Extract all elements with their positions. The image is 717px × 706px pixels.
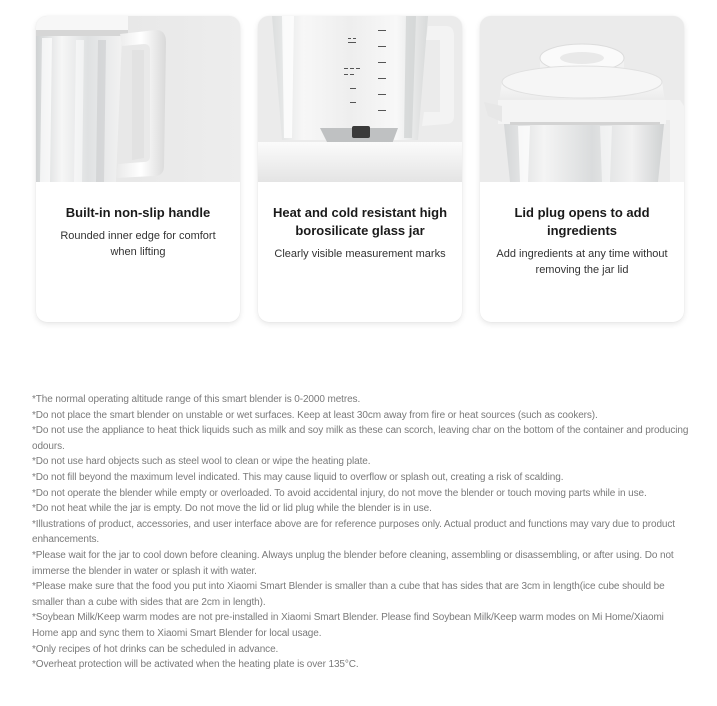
note-max-level: *Do not fill beyond the maximum level indicated. This may cause liquid to overflow or splash out, creating a risk of scalding. <box>32 471 564 483</box>
feature-card-handle <box>36 16 240 322</box>
note-hard-objects: *Do not use hard objects such as steel wool to clean or wipe the heating plate. <box>32 456 371 468</box>
feature-card-glass-jar <box>258 16 462 322</box>
card-description: Clearly visible measurement marks <box>274 248 446 260</box>
card-title: Built-in non-slip handle <box>65 205 211 220</box>
card-title: Heat and cold resistant high borosilicate glass jar <box>272 205 448 238</box>
note-empty-jar: *Do not heat while the jar is empty. Do not move the lid or lid plug while the blender is in use. <box>32 503 432 515</box>
note-thick-liquids: *Do not use the appliance to heat thick liquids such as milk and soy milk as these can scorch, leaving char on the bottom of the container and producing odours. <box>32 425 689 452</box>
handle-photo <box>36 16 240 182</box>
note-empty-overloaded: *Do not operate the blender while empty or overloaded. To avoid accidental injury, do not move the blender or touch moving parts while in use. <box>32 487 647 499</box>
feature-card-lid-plug <box>480 16 684 322</box>
note-illustrations: *Illustrations of product, accessories, and user interface above are for reference purposes only. Actual product and functions may vary due to product enhancements. <box>32 518 675 546</box>
card-description: Rounded inner edge for comfort when lifting <box>60 230 216 258</box>
note-overheat: *Overheat protection will be activated when the heating plate is over 135°C. <box>32 659 359 671</box>
disclaimer-notes <box>32 392 692 673</box>
glass-jar-photo <box>258 16 462 182</box>
card-description: Add ingredients at any time without removing the jar lid <box>496 248 668 276</box>
card-title: Lid plug opens to add ingredients <box>514 205 650 238</box>
note-altitude: *The normal operating altitude range of this smart blender is 0-2000 metres. <box>32 394 361 405</box>
note-food-size: *Please make sure that the food you put into Xiaomi Smart Blender is smaller than a cube that has sides that are 3cm in length(ice cube should be smaller than a cube with sides that are 2cm in length). <box>32 581 665 608</box>
note-cleaning: *Please wait for the jar to cool down before cleaning. Always unplug the blender before cleaning, assembling or disassembling, or after using. Do not immerse the blender in water or splash it with water. <box>32 549 674 577</box>
note-soybean-modes: *Soybean Milk/Keep warm modes are not pre-installed in Xiaomi Smart Blender. Please find Soybean Milk/Keep warm modes on Mi Home/Xiaomi Home app and sync them to Xiaomi Smart Blender for local usage. <box>32 612 664 639</box>
feature-cards <box>36 16 686 324</box>
note-placement: *Do not place the smart blender on unstable or wet surfaces. Keep at least 30cm away from fire or heat sources (such as cookers). <box>32 409 598 421</box>
lid-plug-photo <box>480 16 684 182</box>
note-scheduling: *Only recipes of hot drinks can be scheduled in advance. <box>32 643 279 655</box>
